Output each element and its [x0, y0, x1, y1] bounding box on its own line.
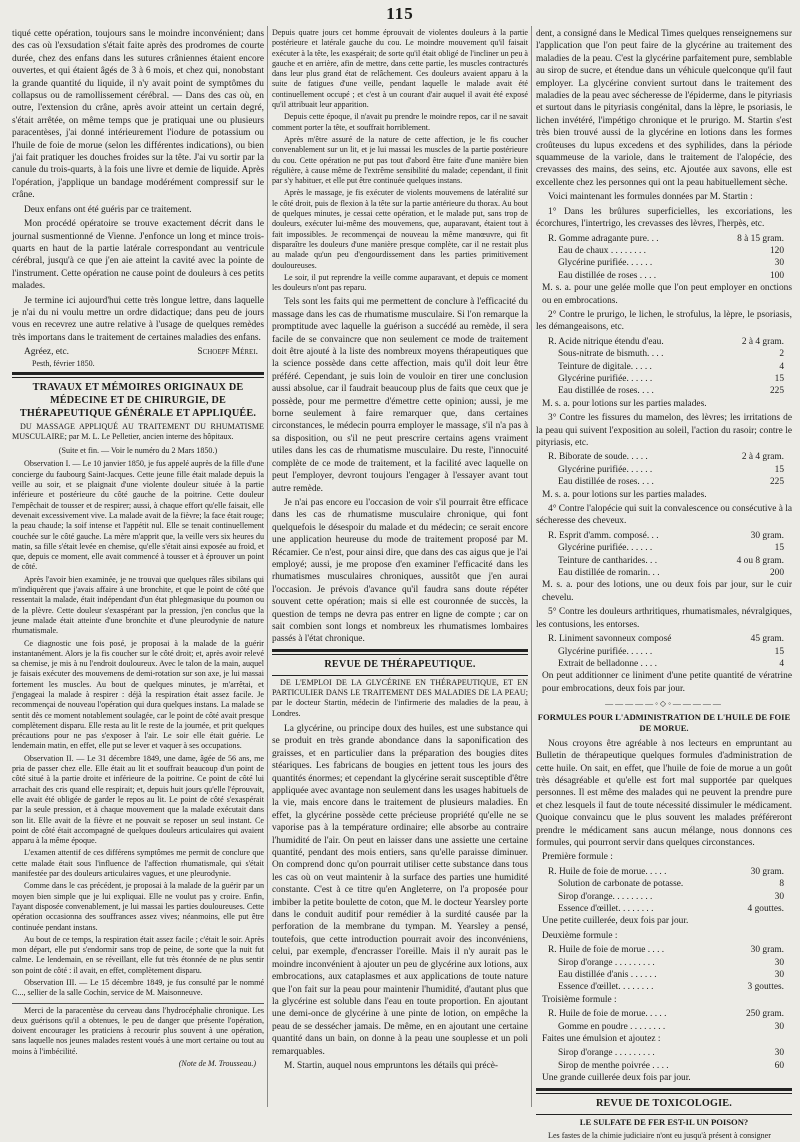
section-rule	[272, 675, 528, 676]
formula-line	[536, 1008, 792, 1020]
formula-line	[536, 476, 792, 488]
paragraph: Mon procédé opératoire se trouve exactement décrit dans le journal susmentionné de Vienne. J'enfonce un long et mince trois-quarts en haut de la partie latérale correspondant au ventricule cérébral, jusqu'à ce que j'en aie atteint la cavité avec la pointe de l'instrument. Cette opération ne cause point de douleurs à ces petits malades.	[12, 219, 264, 292]
formula-line	[536, 270, 792, 282]
footnote-text: Merci de la paracentèse du cerveau dans l'hydrocéphalie chronique. Les deux guérisons qu'il a obtenues, le peu de danger que présente l'opération, doivent encourager les praticiens à recourir plus souvent à une opération, sans laquelle nos jeunes malades restent voués à une mort certaine ou tout au moins à l'imbécilité.	[12, 1005, 264, 1056]
formula-line	[536, 903, 792, 915]
formula-line	[536, 555, 792, 567]
ingredient: Glycérine purifiée. . . . . .	[558, 258, 653, 269]
ingredient: Eau de chaux . . . . . . . .	[558, 245, 646, 256]
paragraph: Depuis cette époque, il n'avait pu prendre le moindre repos, car il ne savait comment porter la tête, et souffrait horriblement.	[272, 112, 528, 132]
quantity: 225	[769, 386, 784, 397]
section-rule	[536, 1114, 792, 1115]
column-rule-1	[267, 26, 268, 1107]
ingredient: Solution de carbonate de potasse.	[558, 879, 684, 890]
quantity: 30	[774, 891, 784, 902]
paragraph: Observation II. — Le 31 décembre 1849, une dame, âgée de 56 ans, me pria de passer chez elle. Elle était au lit et souffrait beaucoup d'un point de côté situé à la partie droite et inférieure de la poitrine. Ce point de côté lui arrachait des cris quand elle respirait; et, depuis huit jours qu'elle l'éprouvait, elle avait été obligée de garder le repos au lit. Le point de côté s'exaspérait par la seule pression, et à chaque mouvement que la malade exécutait dans son lit. Elle avait de la fièvre et ne pouvait se reposer un seul instant. Ce point de côté était accompagné de quelques douleurs articulaires qui avaient apparu à la même époque.	[12, 753, 264, 846]
paragraph: dent, a consigné dans le Medical Times quelques renseignemens sur l'application que l'on peut faire de la glycérine au traitement des maladies de la peau. C'est la glycérine parfaitement pure, semblable au sirop de sucre, et étendue dans un véhicule quelconque qu'il faut employer. La glycérine convient surtout dans le traitement des maladies de la peau avec sécheresse de l'épiderme, dans le pityriasis et surtout dans le pityriasis congénital, dans la lèpre, le psoriasis, le lichen invétéré, l'impétigo chronique et le prurigo. M. Startin s'est très bien trouvé aussi de la glycérine en lotions dans les formes croûteuses du lupus excedens et des syphilides, dans la période squammeuse de la variole, dans le traitement de l'alopécie, des crevasses des mains, des seins, etc. Ajoutée aux savons, elle est excellente chez les personnes qui ont la peau habituellement sèche.	[536, 29, 792, 188]
quantity: 8	[779, 879, 784, 890]
formula-line	[536, 464, 792, 476]
quantity: 45 gram.	[750, 634, 784, 645]
quantity: 30	[774, 1048, 784, 1059]
article-heading: LE SULFATE DE FER EST-IL UN POISON?	[579, 1116, 749, 1127]
formula-line	[536, 878, 792, 890]
article-heading: FORMULES POUR L'ADMINISTRATION DE L'HUILE DE FOIE DE MORUE.	[537, 712, 791, 733]
formula-list	[536, 206, 792, 695]
paragraph: Depuis quatre jours cet homme éprouvait de violentes douleurs à la partie postérieure et latérale gauche du cou. Le moindre mouvement qu'il faisait exécuter à la tête, les exaspérait; de sorte qu'il était obligé de l'incliner un peu à gauche et en arrière, afin de mettre, dans cette partie, les muscles contracturés dans leur plus grand état de relâchement. Ces douleurs avaient apparu à la suite de fatigues d'une veille, pendant laquelle le malade avait été continuellement occupé ; et c'est à un courant d'air auquel il avait été exposé qu'il attribuait leur apparition.	[272, 28, 528, 110]
formula-note: Une grande cuillerée deux fois par jour.	[542, 1073, 691, 1084]
paragraph: Je n'ai pas encore eu l'occasion de voir s'il pourrait être efficace dans les cas de rhumatisme musculaire chronique, qui font quelquefois le désespoir du malade et du médecin; ce serait encore une application heureuse du mode de traitement proposé par M. Récamier. Ce n'est, pour ainsi dire, que dans des cas aigus que je l'ai employé; aussi, je me propose d'en examiner l'efficacité dans les rhumatismes musculaires chroniques, aussitôt que j'en aurai l'occasion. Je prévois d'avance qu'il faudra sans doute répéter souvent cette opération; mais si elle est couronnée de succès, la question de temps ne devra pas entrer en ligne de compte ; car on sait combien sont longs et nombreux les rhumatismes lombaires passés à l'état chronique.	[272, 497, 528, 645]
quantity: 200	[769, 568, 784, 579]
formula-note: Faites une émulsion et ajoutez :	[542, 1034, 661, 1045]
ingredient: Sirop d'orange . . . . . . . . .	[558, 957, 655, 968]
formula-line	[536, 633, 792, 645]
paragraph: Les fastes de la chimie judiciaire n'ont eu jusqu'à présent à consigner	[548, 1131, 771, 1141]
paragraph: L'examen attentif de ces différens symptômes me permit de conclure que cette malade était sous l'influence de l'affection rhumatismale, qui s'était manifestée par des douleurs articulaires vagues, et une pleurodynie.	[12, 848, 264, 879]
paragraph: Je termine ici aujourd'hui cette très longue lettre, dans laquelle je n'ai du ni voulu mettre un ordre didactique; dans peu de jours vous en recevrez une autre relative à l'usage de quelques remèdes très importans dans le traitement de certaines maladies des enfans.	[12, 295, 264, 343]
column-1	[12, 28, 264, 1108]
formula-line	[536, 981, 792, 993]
ingredient: Sous-nitrate de bismuth. . . .	[558, 349, 664, 360]
formula-note: M. s. a. pour lotions sur les parties malades.	[542, 489, 707, 500]
section-title: REVUE DE THÉRAPEUTIQUE.	[324, 658, 476, 670]
footnote	[12, 1003, 264, 1070]
formula-line	[536, 1060, 792, 1072]
formula-line	[536, 233, 792, 245]
ingredient: Sirop d'orange. . . . . . . . .	[558, 891, 653, 902]
quantity: 120	[769, 245, 784, 256]
ingredient: R. Acide nitrique étendu d'eau.	[548, 336, 664, 347]
quantity: 15	[774, 543, 784, 554]
quantity: 15	[774, 464, 784, 475]
formula-line	[536, 658, 792, 670]
formula-line	[536, 257, 792, 269]
page-number: 115	[386, 4, 414, 23]
formula-note: M. s. a. pour une gelée molle que l'on peut employer en onctions ou en embrocations.	[542, 283, 792, 306]
quantity: 15	[774, 646, 784, 657]
quantity: 30	[774, 1021, 784, 1032]
formula-note: On peut additionner ce liniment d'une petite quantité de vératrine pour embrocations, deux fois par jour.	[542, 671, 792, 694]
paragraph: La glycérine, ou principe doux des huiles, est une substance qui se produit en très grande abondance dans la saponification des graisses, et en particulier dans la préparation des bougies dites stéariques. Les fabricans de bougies en jettent tous les jours des quantités énormes; et cependant la glycérine serait susceptible d'être appliquée avec avantage non seulement dans les usages habituels de la vie, mais encore dans le traitement de plusieurs maladies. En effet, la glycérine possède cette précieuse propriété qu'elle ne se vaporise pas à la température ordinaire; elle absorbe au contraire l'humidité de l'air. On peut en laisser dans une assiette une certaine quantité, pendant des mois entiers, sans qu'elle paraisse diminuer. On comprend donc qu'on pourrait utiliser cette substance dans tous les cas où on veut maintenir à la surface des parties une humidité constante. C'est à ce titre qu'en Angleterre, on l'a proposée pour imbiber la petite boulette de coton, que M. le docteur Yearsley porte dans le conduit auditif pour remédier à la surdité causée par la perforation de la membrane du tympan. M. Yearsley a pensé, toutefois, que cette introduction pourrait avoir des inconvéniens, celui, par exemple, d'encrasser l'oreille. Mais il n'y aurait pas le moindre inconvénient à ajouter un peu de glycérine aux lotions, aux embrocations, aux cataplasmes et aux applications de toute nature que l'on fait sur la peau pour maintenir l'humidité, d'autant plus que la glycérine est soluble dans l'eau en toute proportion. En ajoutant une demi-once de glycérine à une pinte de lotion, on empêche la peau de se dessécher jamais. De même, en en ajoutant une certaine quantité dans un bain, on donne à la peau une souplesse et un poli remarquables.	[272, 723, 528, 1057]
ingredient: Gomme en poudre . . . . . . . .	[558, 1021, 666, 1032]
formula-intro: 4° Contre l'alopécie qui suit la convalescence ou consécutive à la sécheresse des cheveux.	[536, 504, 792, 527]
column-3	[536, 28, 792, 1141]
quantity: 30	[774, 258, 784, 269]
quantity: 2 à 4 gram.	[741, 336, 784, 347]
formula-line	[536, 944, 792, 956]
ornament-divider: —————◦◇◦—————	[605, 699, 723, 709]
quantity: 2 à 4 gram.	[741, 452, 784, 463]
section-title: TRAVAUX ET MÉMOIRES ORIGINAUX DE MÉDECINE ET DE CHIRURGIE, DE THÉRAPEUTIQUE GÉNÉRALE ET APPLIQUÉE.	[19, 381, 257, 419]
quantity: 2	[779, 349, 784, 360]
morue-formula-list	[536, 851, 792, 1045]
paragraph: Après le massage, je fis exécuter de violents mouvemens de latéralité sur le côté droit, puis de flexion à la tête sur la partie antérieure du thorax. Au bout de quelques minutes, je cessai cette opération, et le malade put, sans trop de douleurs, exécuter lui-même des mouvemens, que, auparavant, étaient tout à fait impossibles. Je recommençai de nouveau la même manœuvre, qui fit disparaître les douleurs d'une manière presque complète, car il ne restait plus au malade qu'un peu d'engourdissement dans les parties primitivement douloureuses.	[272, 188, 528, 270]
section-divider	[536, 1088, 792, 1094]
section-divider	[272, 649, 528, 655]
ingredient: Essence d'œillet. . . . . . . .	[558, 904, 654, 914]
ingredient: Glycérine purifiée. . . . . .	[558, 646, 653, 657]
formula-intro: 3° Contre les fissures du mamelon, des lèvres; les irritations de la peau qui suivent l'exposition au soleil, l'action du rasoir; contre le pityriasis, etc.	[536, 413, 792, 448]
formula-intro: 5° Contre les douleurs arthritiques, rhumatismales, névralgiques, les contusions, les entorses.	[536, 607, 792, 630]
ingredient: Glycérine purifiée. . . . . .	[558, 373, 653, 384]
formula-line	[536, 451, 792, 463]
formula-line	[536, 969, 792, 981]
closing-line	[12, 346, 264, 358]
ingredient: Teinture de digitale. . . . .	[558, 361, 652, 372]
formula-line	[536, 542, 792, 554]
formula-line	[536, 891, 792, 903]
formula-line	[536, 567, 792, 579]
ingredient: Eau distillée d'anis . . . . . .	[558, 970, 657, 981]
ingredient: Eau distillée de romarin. . .	[558, 568, 660, 579]
ingredient: R. Biborate de soude. . . . .	[548, 452, 648, 463]
formula-note: M. s. a. pour lotions sur les parties malades.	[542, 398, 707, 409]
article-note: (Suite et fin. — Voir le numéro du 2 Mars 1850.)	[58, 446, 218, 456]
footnote-signature: (Note de M. Trousseau.)	[178, 1059, 256, 1069]
ingredient: R. Gomme adragante pure. . .	[548, 233, 659, 244]
quantity: 250 gram.	[745, 1009, 784, 1020]
paragraph: Deux enfans ont été guéris par ce traitement.	[24, 204, 192, 215]
quantity: 30	[774, 970, 784, 981]
ingredient: R. Esprit d'amm. composé. . .	[548, 530, 659, 541]
ingredient: Essence d'œillet. . . . . . . .	[558, 982, 654, 993]
paragraph: Voici maintenant les formules données par M. Startin :	[548, 192, 753, 203]
formula-note: M. s. a. pour des lotions, une ou deux fois par jour, sur le cuir chevelu.	[542, 580, 792, 603]
formula-line	[536, 866, 792, 878]
formula-title: Première formule :	[542, 852, 613, 863]
formula-line	[536, 245, 792, 257]
quantity: 30 gram.	[750, 530, 784, 541]
ingredient: R. Huile de foie de morue. . . . .	[548, 866, 667, 877]
formula-line	[536, 361, 792, 373]
ingredient: Eau distillée de roses. . . .	[558, 477, 654, 488]
quantity: 8 à 15 gram.	[737, 233, 784, 244]
ingredient: Teinture de cantharides. . .	[558, 555, 658, 566]
quantity: 60	[774, 1060, 784, 1071]
ingredient: Sirop d'orange . . . . . . . . .	[558, 1048, 655, 1059]
paragraph: Nous croyons être agréable à nos lecteurs en empruntant au Bulletin de thérapeutique quelques formules d'administration de cette huile. On sait, en effet, que l'huile de foie de morue a un goût très désagréable et qu'elle est fort mal supportée par quelques personnes. Il est même des malades qui ne peuvent la prendre pure et chez lesquels il faut de toute nécessité dissimuler le médicament. Quoique convaincu que le plus souvent les malades préféreront prendre le médicament sans aucun mélange, nous donnons ces formules, qui pourront servir dans quelques circonstances.	[536, 738, 792, 848]
quantity: 4 gouttes.	[747, 904, 784, 914]
quantity: 225	[769, 477, 784, 488]
formula-line	[536, 646, 792, 658]
quantity: 3 gouttes.	[747, 982, 784, 993]
formula-line	[536, 530, 792, 542]
column-rule-2	[531, 26, 532, 1107]
paragraph: Au bout de ce temps, la respiration était assez facile ; c'était le soir. Après mon départ, elle put s'endormir sans trop de peine, de sorte que la nuit fut calme. Le lendemain, en se réveillant, elle fut très étonnée de ne plus sentir son point de côté : il avait, en effet, complètement disparu.	[12, 934, 264, 975]
quantity: 30	[774, 957, 784, 968]
paragraph: Observation I. — Le 10 janvier 1850, je fus appelé auprès de la fille d'une concierge du faubourg Saint-Jacques. Cette jeune fille était malade depuis la veille au soir, et se plaignait d'une violente douleur située à la partie inférieure et postérieure du côté gauche de la poitrine. Cette douleur l'empêchait de tousser et de respirer; aussi, à chaque effort qu'elle faisait, elle devenait excessivement vive. La malade avait de la fièvre; la face était rouge; la peau chaude; la soif intense et l'appétit nul. Elle se tenait continuellement couchée sur le côté gauche. La mère m'apprit que, la veille vers six heures du matin, sa fille s'était levée en chemise, qu'elle s'était ainsi exposée au froid, et que, depuis ce moment, elle avait commencé à tousser et à éprouver un point de côté.	[12, 459, 264, 572]
formula-line	[536, 957, 792, 969]
column-2	[272, 28, 528, 1108]
ingredient: Extrait de belladonne . . . .	[558, 658, 657, 669]
formula-line	[536, 336, 792, 348]
paragraph: Observation III. — Le 15 décembre 1849, je fus consulté par le nommé C..., sellier de la salle Cochin, service de M. Maisonneuve.	[12, 978, 264, 998]
paragraph: Comme dans le cas précédent, je proposai à la malade de la guérir par un moyen bien simple que je lui expliquai. Elle ne voulut pas y croire. Enfin, l'ayant disposée convenablement, je lui massai les parties douloureuses. Cette opération occasionna des souffrances assez vives; néanmoins, elle put être continuée pendant instans.	[12, 881, 264, 932]
ingredient: Sirop de menthe poivrée . . . .	[558, 1060, 669, 1071]
formula-line	[536, 348, 792, 360]
section-title: REVUE DE TOXICOLOGIE.	[595, 1097, 732, 1109]
paragraph: tiqué cette opération, toujours sans le moindre inconvénient; dans des cas où l'exsudation s'était faite après des prodromes de courte durée, chez des enfans dans les sutures crâniennes étaient encore ouvertes, et qui étaient âgés de 3 à 6 mois, et chez qui, nonobstant la grande quantité du liquide, il n'y avait point de symptômes du collapsus ou de ramollissement cérébral. — Dans des cas où, en outre, l'extension du crâne, après avoir atteint un certain degré, s'était arrêtée, on même temps que je pratiquai une ou plusieurs paracentèses, j'ai donné intérieurement l'iodure de potassium ou l'huile de foie de morue (selon les différentes indications), ou bien j'ai fait pratiquer les douches froides sur la tête. J'ai vu sortir par la canule du trois-quarts, à la fois une livre et demie de liquide. Après l'opération, j'applique un bandage modérément compressif sur le crâne.	[12, 29, 264, 201]
paragraph: Tels sont les faits qui me permettent de conclure à l'efficacité du massage dans les cas de rhumatisme musculaire. Si l'on remarque la promptitude avec laquelle la guérison a succédé au remède, il sera facile de se convaincre que non seulement ce mode de traitement doit être ajouté à la liste des nombreux moyens thérapeutiques que la science possède dans cette affection, mais qu'il doit leur être préféré. Cependant, je suis loin de vouloir en tirer une conclusion aussi absolue, car il faudrait beaucoup plus de faits que ceux que je possède, pour me permettre d'émettre cette opinion; aussi, je me borne seulement à faire remarquer que, dans certaines circonstances, le médecin pourra employer le massage, s'il n'a pas à sa disposition, ou s'il ne peut prescrire certains agens vraiment utiles dans les cas de rhumatisme musculaire. Du reste, l'innocuité complète de ce mode de traitement, et la facilité avec laquelle on peut l'employer, devront toujours l'engager à l'essayer avant tout autre remède.	[272, 297, 528, 494]
formula-line	[536, 385, 792, 397]
quantity: 30 gram.	[750, 945, 784, 956]
quantity: 30 gram.	[750, 866, 784, 877]
formula-line	[536, 373, 792, 385]
ingredient: Eau distillée de roses . . . .	[558, 270, 657, 281]
quantity: 15	[774, 373, 784, 384]
closing: Agréez, etc.	[24, 347, 70, 358]
formula-intro: 2° Contre le prurigo, le lichen, le strofulus, la lèpre, le psoriasis, les démangeaisons, etc.	[536, 309, 792, 333]
quantity: 4	[779, 361, 784, 372]
formula-intro: 1° Dans les brûlures superficielles, les excoriations, les écorchures, l'intertrigo, les crevasses des lèvres, l'herpès, etc.	[536, 206, 792, 230]
ingredient: R. Huile de foie de morue . . . .	[548, 945, 665, 956]
paragraph: Le soir, il put reprendre la veille comme auparavant, et depuis ce moment les douleurs n'ont pas reparu.	[272, 272, 528, 293]
paragraph: Après l'avoir bien examinée, je ne trouvai que quelques râles sibilans qui m'indiquèrent que j'avais affaire à une bronchite, et que le point de côté que ressentait la malade, était indépendant d'un état phlegmasique du poumon ou de la plèvre. Cette douleur s'exaspérant par la pression, j'en conclus que la jeune malade était atteinte d'une bronchite et d'une pleurodynie de nature rhumatismale.	[12, 574, 264, 636]
formula-line	[536, 1047, 792, 1059]
quantity: 100	[769, 270, 784, 281]
place-date: Pesth, février 1850.	[32, 358, 95, 368]
formula-title: Troisième formule :	[542, 994, 617, 1005]
paragraph: Ce diagnostic une fois posé, je proposai à la malade de la guérir instantanément. Alors je la fis coucher sur le côté droit; et, après avoir relevé sa chemise, je mis à nu l'endroit douloureux. Avec le talon de la main, auquel je faisais exécuter des mouvemens de demi-rotation sur son axe, je lui massai fortement les muscles. Au bout de quelques minutes, je m'arrêtai, et j'engageai la malade à respirer : déjà la respiration était assez facile. Je recommençai de nouveau l'opération qui dura quelques instans. La malade se sentit dès ce moment notablement soulagée, car le point de côté avait presque complètement disparu. Elle resta au lit le reste de la journée, et prit quelques précautions pour ne pas s'exposer à l'air. Le soir elle était guérie. Le lendemain matin, en effet, elle put se lever et vaquer à ses occupations.	[12, 638, 264, 751]
article-heading: DE L'EMPLOI DE LA GLYCÉRINE EN THÉRAPEUTIQUE, ET EN PARTICULIER DANS LE TRAITEMENT DES MALADIES DE LA PEAU; par le docteur Startin, médecin de l'infirmerie des maladies de la peau, à Londres.	[272, 677, 528, 718]
ingredient: Glycérine purifiée. . . . . .	[558, 464, 653, 475]
ingredient: R. Liniment savonneux composé	[548, 634, 672, 645]
paragraph: Après m'être assuré de la nature de cette affection, je le fis coucher convenablement sur un lit, et je lui massai les muscles de la partie postérieure du cou. Cette opération ne put pas tout d'abord être faite d'une manière bien régulière, à cause même de l'extrême sensibilité du malade; cependant, il finit par s'y habituer, et elle put être continuée quelques instans.	[272, 134, 528, 186]
formula-note: Une petite cuillerée, deux fois par jour.	[542, 916, 689, 927]
ingredient: R. Huile de foie de morue. . . . .	[548, 1009, 667, 1020]
paragraph: M. Startin, auquel nous empruntons les détails qui précè-	[284, 1060, 499, 1071]
article-heading: DU MASSAGE APPLIQUÉ AU TRAITEMENT DU RHUMATISME MUSCULAIRE; par M. L. Le Pelletier, ancien interne des hôpitaux.	[12, 421, 264, 441]
quantity: 4	[779, 658, 784, 669]
signature: Schoepf Mérei.	[197, 347, 258, 358]
quantity: 4 ou 8 gram.	[736, 555, 784, 566]
formula-line	[536, 1021, 792, 1033]
ingredient: Eau distillée de roses. . . .	[558, 386, 654, 397]
section-divider	[12, 372, 264, 378]
formula-title: Deuxième formule :	[542, 930, 618, 941]
ingredient: Glycérine purifiée. . . . . .	[558, 543, 653, 554]
